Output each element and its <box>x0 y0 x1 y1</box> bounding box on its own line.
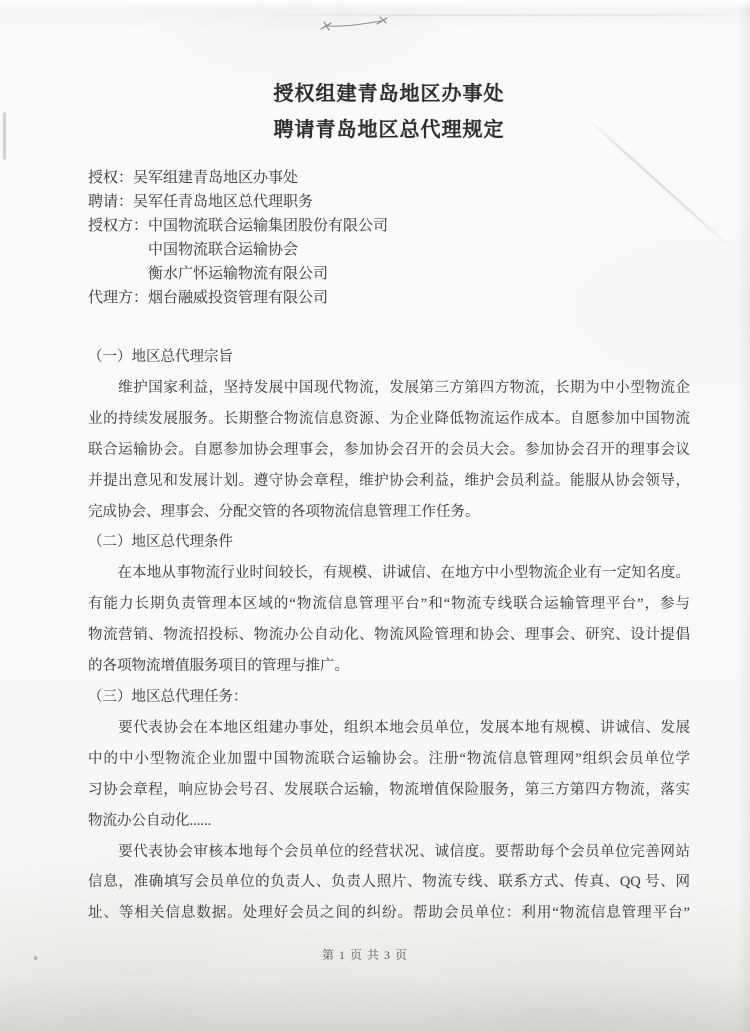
body-text-line: 物流办公自动化...... <box>88 812 212 829</box>
body-text-line: 在本地从事物流行业时间较长，有规模、讲诚信、在地方中小型物流企业有一定知名度。 <box>88 565 690 582</box>
body-text-line: 的各项物流增值服务项目的管理与推广。 <box>88 658 349 675</box>
party-line: 授权方：中国物流联合运输集团股份有限公司 <box>88 218 389 234</box>
section-heading: （二）地区总代理条件 <box>88 534 233 551</box>
party-line: 中国物流联合运输协会 <box>148 242 299 258</box>
party-line: 聘请：吴军任青岛地区总代理职务 <box>88 194 314 210</box>
body-text-line: 要代表协会在本地区组建办事处，组织本地会员单位，发展本地有规模、讲诚信、发展 <box>88 719 690 736</box>
body-text-line: 维护国家利益，坚持发展中国现代物流，发展第三方第四方物流，长期为中小型物流企 <box>88 379 690 396</box>
pen-scratch-mark <box>315 13 399 35</box>
scan-shading-right <box>738 0 750 1032</box>
body-text-line: 并提出意见和发展计划。遵守协会章程，维护协会利益，维护会员利益。能服从协会领导， <box>88 472 690 489</box>
body-text-line: 物流营销、物流招投标、物流办公自动化、物流风险管理和协会、理事会、研究、设计提倡 <box>88 627 690 644</box>
party-line: 代理方：烟台融威投资管理有限公司 <box>88 290 329 306</box>
parties-block <box>88 166 690 310</box>
section-heading: （一）地区总代理宗旨 <box>88 349 233 365</box>
section-heading: （三）地区总代理任务： <box>88 688 248 705</box>
body-text-line: 信息，准确填写会员单位的负责人、负责人照片、物流专线、联系方式、传真、QQ 号、网 <box>88 874 690 891</box>
document-title-line: 授权组建青岛地区办事处 <box>273 83 505 105</box>
body-text-line: 业的持续发展服务。长期整合物流信息资源、为企业降低物流运作成本。自愿参加中国物流 <box>88 410 690 427</box>
document-title <box>88 76 690 148</box>
document-title-line: 聘请青岛地区总代理规定 <box>273 119 505 141</box>
body-text-line: 习协会章程，响应协会号召、发展联合运输，物流增值保险服务，第三方第四方物流，落实 <box>88 781 690 798</box>
scan-shading-bottom <box>0 977 750 1032</box>
paper-crease-top <box>250 14 750 16</box>
party-line: 授权：吴军组建青岛地区办事处 <box>88 170 299 186</box>
party-line: 衡水广怀运输物流有限公司 <box>148 266 329 282</box>
scan-speck <box>34 956 37 960</box>
body-text-line: 址、等相关信息数据。处理好会员之间的纠纷。帮助会员单位：利用“物流信息管理平台” <box>88 905 690 922</box>
body-text-line: 中的中小型物流企业加盟中国物流联合运输协会。注册“物流信息管理网”组织会员单位学 <box>88 750 690 767</box>
body-text-line: 联合运输协会。自愿参加协会理事会，参加协会召开的会员大会。参加协会召开的理事会议 <box>88 441 690 458</box>
body-text-line: 完成协会、理事会、分配交管的各项物流信息管理工作任务。 <box>88 503 480 520</box>
page-number-footer: 第 1 页 共 3 页 <box>321 948 408 962</box>
body-text-line: 要代表协会审核本地每个会员单位的经营状况、诚信度。要帮助每个会员单位完善网站 <box>88 843 690 860</box>
scan-shading-top <box>0 0 750 9</box>
document-body <box>88 342 690 929</box>
scan-streak-left-edge <box>3 112 6 160</box>
body-text-line: 有能力长期负责管理本区域的“物流信息管理平台”和“物流专线联合运输管理平台”，参与 <box>88 596 690 613</box>
